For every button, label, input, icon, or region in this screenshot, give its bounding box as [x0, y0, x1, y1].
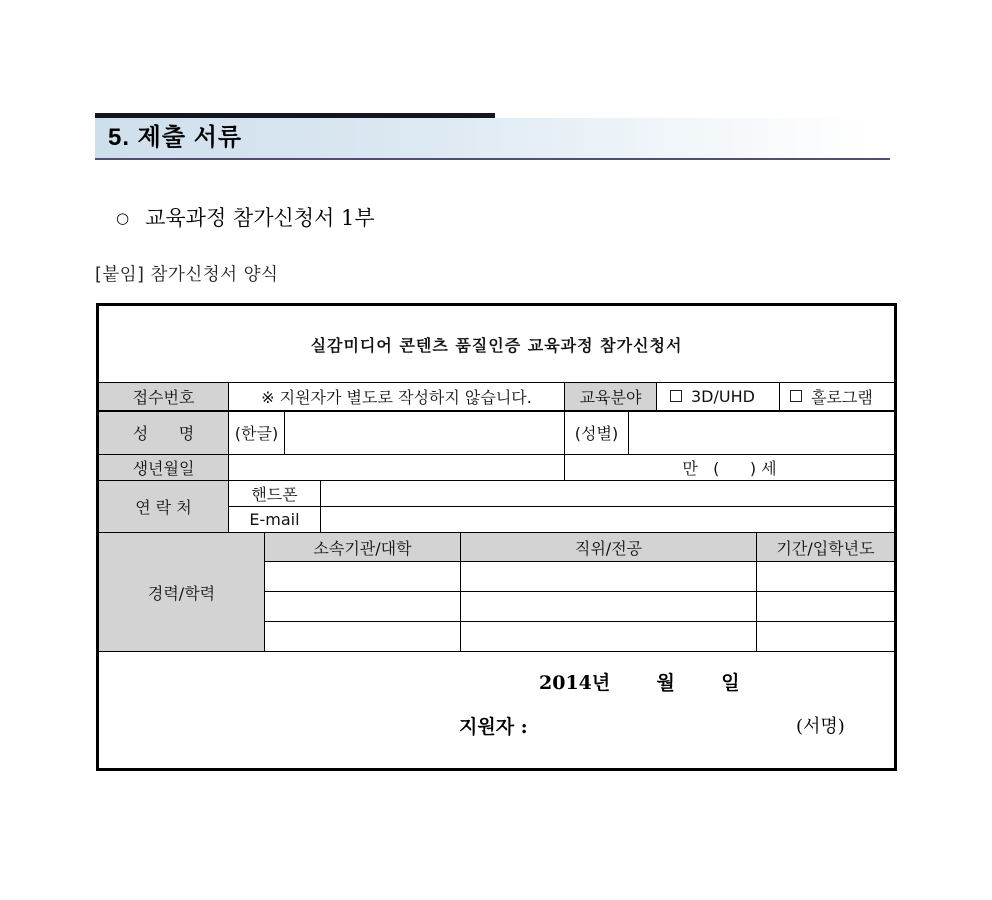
- age-label: 만 ( ) 세: [565, 455, 896, 481]
- name-input-cell: [285, 411, 565, 455]
- date-line: 2014년 월 일: [539, 672, 740, 694]
- contact-label: 연 락 처: [98, 481, 229, 533]
- edu-option-hologram-label: 홀로그램: [811, 387, 873, 407]
- sign-label: (서명): [796, 716, 845, 737]
- name-hangul-label: (한글): [229, 411, 285, 455]
- career-header-position: 직위/전공: [461, 533, 757, 562]
- edu-option-3d-uhd: [657, 383, 780, 411]
- receipt-no-label: 접수번호: [98, 383, 229, 411]
- phone-label: 핸드폰: [229, 481, 321, 507]
- bullet-text: 교육과정 참가신청서 1부: [145, 206, 375, 230]
- checkbox-3d-uhd-icon: [670, 390, 682, 402]
- career-label: 경력/학력: [98, 533, 265, 652]
- career-row3-org-cell: [265, 622, 461, 652]
- checkbox-hologram-icon: [790, 390, 802, 402]
- section-heading: 5. 제출 서류: [108, 124, 243, 151]
- gender-label: (성별): [565, 411, 629, 455]
- edu-option-hologram: [780, 383, 896, 411]
- email-input-cell: [321, 507, 896, 533]
- signature-section: [98, 652, 896, 770]
- section-heading-band: [95, 118, 895, 158]
- career-row2-period-cell: [757, 592, 896, 622]
- form-title: 실감미디어 콘텐츠 품질인증 교육과정 참가신청서: [98, 305, 896, 383]
- career-row1-position-cell: [461, 562, 757, 592]
- bullet-line: [116, 202, 375, 232]
- name-label: 성 명: [98, 411, 229, 455]
- receipt-no-note: ※ 지원자가 별도로 작성하지 않습니다.: [229, 383, 565, 411]
- section-heading-underline: [95, 158, 890, 160]
- career-row1-period-cell: [757, 562, 896, 592]
- email-label: E-mail: [229, 507, 321, 533]
- birth-label: 생년월일: [98, 455, 229, 481]
- career-header-org: 소속기관/대학: [265, 533, 461, 562]
- attachment-label: [붙임] 참가신청서 양식: [95, 265, 279, 285]
- career-row3-position-cell: [461, 622, 757, 652]
- birth-input-cell: [229, 455, 565, 481]
- career-row3-period-cell: [757, 622, 896, 652]
- edu-field-label: 교육분야: [565, 383, 657, 411]
- application-form-table: [96, 303, 897, 771]
- phone-input-cell: [321, 481, 896, 507]
- edu-option-3d-uhd-label: 3D/UHD: [691, 386, 755, 406]
- gender-input-cell: [629, 411, 896, 455]
- career-row2-org-cell: [265, 592, 461, 622]
- career-row1-org-cell: [265, 562, 461, 592]
- career-row2-position-cell: [461, 592, 757, 622]
- career-header-period: 기간/입학년도: [757, 533, 896, 562]
- circle-bullet-icon: ○: [116, 208, 130, 227]
- applicant-label: 지원자 :: [459, 716, 528, 738]
